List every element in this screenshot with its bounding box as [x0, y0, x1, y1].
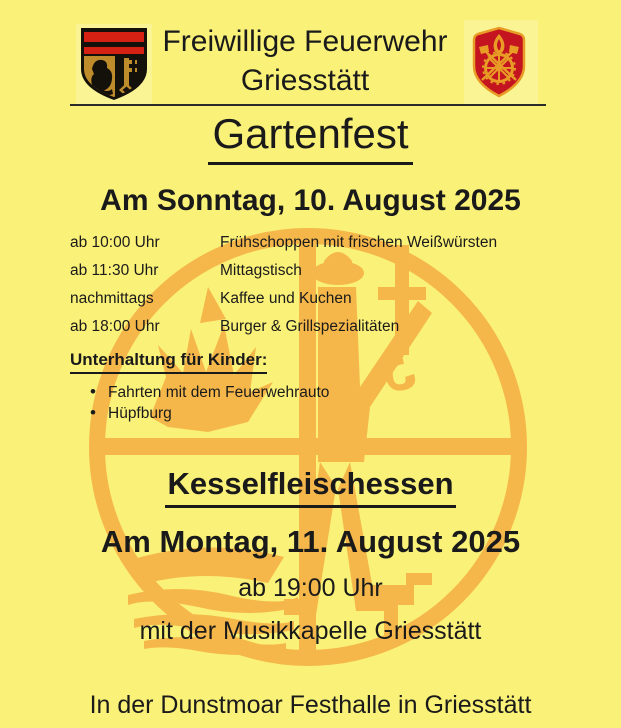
fest-title-text: Gartenfest: [208, 110, 412, 165]
kids-section-heading-text: Unterhaltung für Kinder:: [70, 350, 267, 374]
sunday-date-heading: Am Sonntag, 10. August 2025: [100, 184, 521, 217]
kids-activity-list: [88, 382, 329, 424]
organization-title: [145, 22, 465, 100]
organization-name-line1: Freiwillige Feuerwehr: [162, 25, 448, 58]
monday-event-title: [0, 466, 621, 508]
schedule-event: Frühschoppen mit frischen Weißwürsten: [220, 234, 498, 251]
schedule-row: [70, 234, 550, 262]
sunday-schedule: [70, 234, 550, 346]
schedule-time: ab 11:30 Uhr: [70, 262, 159, 279]
fire-brigade-emblem-icon: [471, 26, 527, 98]
organization-name-line2: Griesstätt: [240, 64, 370, 97]
monday-music-line: mit der Musikkapelle Griesstätt: [139, 617, 482, 645]
schedule-event: Kaffee und Kuchen: [220, 290, 352, 307]
griesstaett-coat-of-arms-icon: [80, 27, 148, 101]
monday-start-time: ab 19:00 Uhr: [238, 574, 383, 602]
monday-date-heading: Am Montag, 11. August 2025: [100, 524, 521, 559]
schedule-event: Mittagstisch: [220, 262, 302, 279]
schedule-time: nachmittags: [70, 290, 154, 307]
kids-section-heading: [70, 350, 267, 374]
schedule-row: [70, 262, 550, 290]
schedule-event: Burger & Grillspezialitäten: [220, 318, 400, 335]
header-divider: [70, 104, 546, 106]
schedule-time: ab 18:00 Uhr: [70, 318, 160, 335]
schedule-row: [70, 290, 550, 318]
list-item: • Hüpfburg: [88, 403, 329, 424]
schedule-row: [70, 318, 550, 346]
fest-title: [0, 110, 621, 165]
venue-line: In der Dunstmoar Festhalle in Griesstätt: [89, 691, 532, 719]
schedule-time: ab 10:00 Uhr: [70, 234, 160, 251]
monday-event-title-text: Kesselfleischessen: [165, 466, 455, 508]
list-item: • Fahrten mit dem Feuerwehrauto: [88, 382, 329, 403]
